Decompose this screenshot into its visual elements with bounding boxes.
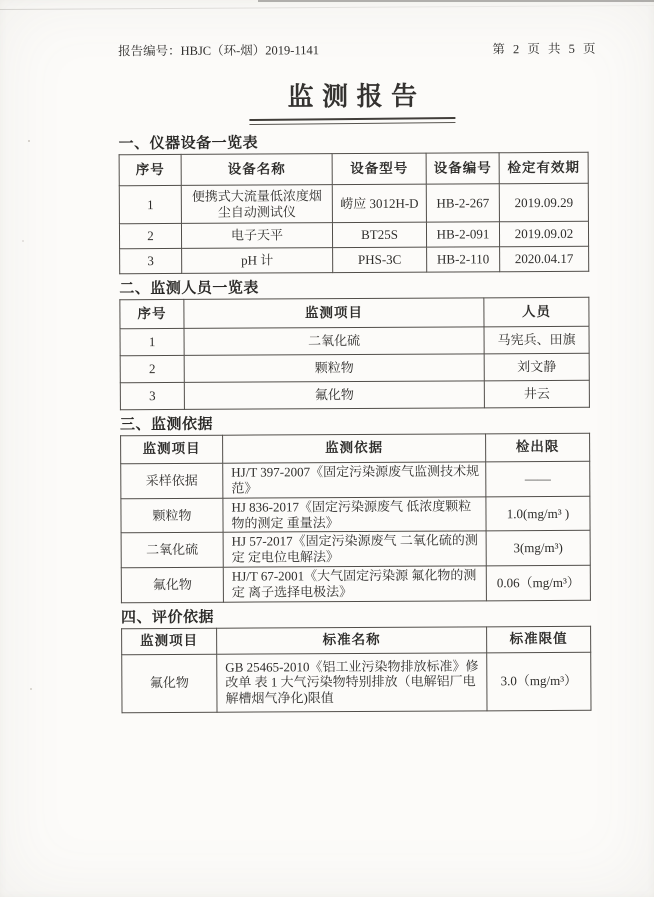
equipment-table: [119, 152, 590, 274]
cell: HJ 57-2017《固定污染源废气 二氧化硫的测定 定电位电解法》: [223, 531, 486, 567]
cell: GB 25465-2010《铝工业污染物排放标准》修改单 表 1 大气污染物特别排放（电解铝厂电解槽烟气净化)限值: [217, 653, 487, 712]
cell: 二氧化硫: [184, 327, 484, 356]
scan-line-artifact: [0, 5, 654, 10]
header-cell: 监测依据: [223, 434, 486, 463]
cell: 2: [119, 223, 181, 248]
header-cell: 监测项目: [121, 435, 223, 464]
scan-specks: [28, 140, 30, 142]
cell: 氟化物: [184, 381, 484, 410]
report-title: 监 测 报 告: [287, 81, 419, 112]
page-indicator: 第 2 页 共 5 页: [492, 41, 599, 57]
table-row: [122, 652, 591, 712]
section-3-heading: 三、监测依据: [119, 416, 214, 434]
table-header-row: [120, 297, 589, 328]
scan-edge-artifact: [258, 0, 654, 2]
cell: 2019.09.02: [499, 221, 588, 246]
personnel-table: [119, 297, 590, 410]
cell: 氟化物: [121, 567, 223, 602]
section-4-heading: 四、评价依据: [120, 609, 215, 627]
table-row: [120, 246, 589, 273]
cell: 0.06（mg/m³）: [486, 565, 590, 600]
cell: 3: [120, 382, 184, 409]
section-2-heading: 二、监测人员一览表: [119, 280, 259, 298]
cell: 颗粒物: [184, 354, 484, 383]
cell: 氟化物: [122, 654, 217, 712]
cell: 崂应 3012H-D: [332, 184, 426, 222]
cell: 2020.04.17: [500, 246, 589, 271]
cell: 刘文静: [484, 353, 589, 381]
cell: 3(mg/m³): [486, 531, 590, 566]
cell: 二氧化硫: [121, 533, 223, 568]
header-cell: 设备型号: [332, 153, 426, 184]
cell: 2019.09.29: [499, 183, 588, 221]
table-row: [120, 353, 589, 382]
header-cell: 监测项目: [184, 298, 484, 329]
cell: 1: [120, 328, 184, 355]
table-row: [121, 461, 590, 498]
header-cell: 检定有效期: [499, 152, 588, 183]
table-row: [120, 380, 589, 409]
header-cell: 设备名称: [181, 154, 332, 186]
cell: HB-2-110: [427, 247, 500, 272]
cell: BT25S: [332, 222, 426, 247]
table-row: [120, 326, 589, 355]
header-cell: 序号: [120, 299, 184, 328]
cell: 1: [119, 185, 181, 223]
table-row: [119, 221, 588, 248]
table-header-row: [122, 626, 591, 654]
evaluation-basis-table: [121, 626, 591, 713]
cell: 采样依据: [121, 463, 223, 498]
section-1-heading: 一、仪器设备一览表: [118, 135, 259, 153]
header-cell: 人员: [484, 297, 589, 327]
cell: HB-2-091: [426, 222, 499, 247]
cell: 2: [120, 355, 184, 382]
header-cell: 标准限值: [487, 626, 591, 653]
table-row: [121, 565, 590, 602]
cell: 便携式大流量低浓度烟尘自动测试仪: [181, 185, 332, 224]
table-row: [119, 183, 588, 223]
header-cell: 检出限: [486, 433, 590, 462]
cell: 3.0（mg/m³）: [487, 652, 591, 711]
cell: 3: [120, 248, 182, 273]
header-cell: 标准名称: [217, 627, 487, 654]
header-cell: 序号: [119, 154, 181, 185]
cell: HJ/T 67-2001《大气固定污染源 氟化物的测定 离子选择电极法》: [223, 566, 486, 602]
table-header-row: [119, 152, 588, 185]
table-header-row: [121, 433, 590, 463]
header-cell: 设备编号: [426, 153, 499, 184]
title-double-rule: [249, 117, 455, 125]
report-number: 报告编号：HBJC（环-烟）2019-1141: [118, 43, 320, 59]
page-meta-row: [118, 39, 598, 60]
cell: 颗粒物: [121, 498, 223, 533]
cell: 1.0(mg/m³ ): [486, 496, 590, 531]
cell: 马宪兵、田旗: [484, 326, 589, 354]
cell: HJ 836-2017《固定污染源废气 低浓度颗粒物的测定 重量法》: [223, 497, 486, 533]
cell: PHS-3C: [333, 247, 427, 272]
cell: 电子天平: [181, 223, 332, 249]
header-cell: 监测项目: [122, 628, 217, 654]
table-row: [121, 531, 590, 568]
cell: 井云: [484, 380, 589, 408]
cell: HB-2-267: [426, 184, 499, 222]
cell: HJ/T 397-2007《固定污染源废气监测技术规范》: [223, 462, 486, 498]
page-content: [118, 39, 602, 713]
table-row: [121, 496, 590, 533]
monitoring-basis-table: [120, 433, 591, 603]
cell: pH 计: [182, 248, 333, 274]
cell: ——: [486, 461, 590, 496]
